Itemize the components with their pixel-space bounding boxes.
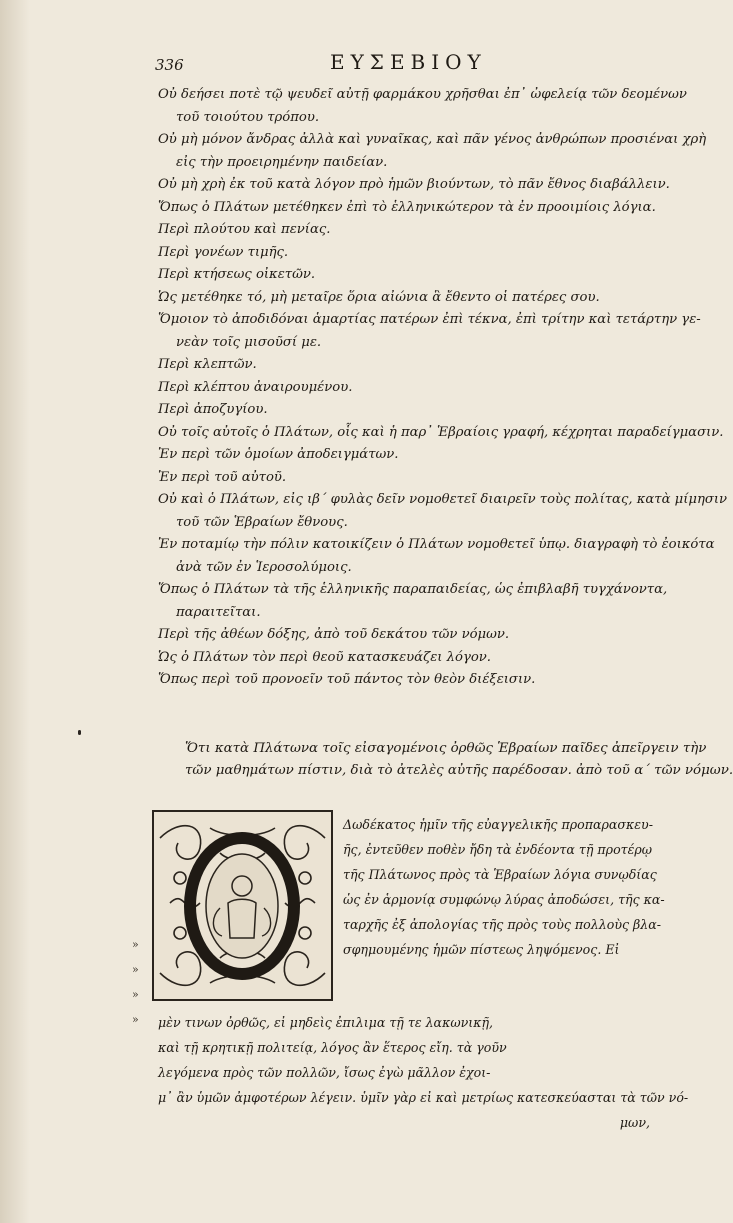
decorated-initial — [150, 808, 335, 1003]
toc-item: Οὐ μὴ μόνον ἄνδρας ἀλλὰ καὶ γυναῖκας, καὶ πᾶν γένος ἀνθρώπων προσιέναι χρὴ εἰς τὴν προειρημένην παιδείαν. — [158, 132, 707, 170]
ink-spot — [78, 730, 81, 735]
toc-item: Ὡς ὁ Πλάτων τὸν περὶ θεοῦ κατασκευάζει λόγον. — [158, 649, 491, 665]
toc-item: Περὶ κτήσεως οἰκετῶν. — [158, 267, 316, 282]
toc-item: Περὶ κλέπτου ἀναιρουμένου. — [158, 379, 353, 395]
toc-item: Οὐ μὴ χρὴ ἐκ τοῦ κατὰ λόγον πρὸ ἡμῶν βιούντων, τὸ πᾶν ἔθνος διαβάλλειν. — [158, 177, 670, 192]
toc-item: Ὅμοιον τὸ ἀποδιδόναι ἁμαρτίας πατέρων ἐπὶ τέκνα, ἐπὶ τρίτην καὶ τετάρτην γε- νεὰν τοῖς μισοῦσί με. — [158, 312, 701, 350]
toc-item: Περὶ ἀποζυγίου. — [158, 402, 268, 417]
ornament-initial-icon — [150, 808, 335, 1003]
margin-quote-marks: » » » » — [132, 938, 139, 1026]
toc-item: Ὅπως ὁ Πλάτων τὰ τῆς ἑλληνικῆς παραπαιδείας, ὡς ἐπιβλαβῆ τυγχάνοντα, παραιτεῖται. — [158, 582, 668, 620]
toc-item: Οὐ καὶ ὁ Πλάτων, εἰς ιβ´ φυλὰς δεῖν νομοθετεῖ διαιρεῖν τοὺς πολίτας, κατὰ μίμησιν τοῦ τῶν Ἑβραίων ἔθνους. — [158, 492, 728, 530]
body-text: μὲν τινων ὀρθῶς, εἰ μηδεὶς ἐπιλιμα τῇ τε λακωνικῇ, καὶ τῇ κρητικῇ πολιτείᾳ, λόγος ἂν ἕτερος εἴη. τὰ γοῦν λεγόμενα πρὸς τῶν πολλῶν, ἴσως ἐγὼ μᾶλλον ἐχοι- μ᾿ ἂν ὑμῶν ἀμφοτέρων λέγειν. ὑμῖν γὰρ εἰ καὶ μετρίως κατεσκεύασται τὰ τῶν νό- μων, — [158, 1015, 689, 1130]
toc-item: Περὶ γονέων τιμῆς. — [158, 244, 289, 260]
page-header — [155, 50, 660, 80]
body-text-beside-initial: Δωδέκατος ἡμῖν τῆς εὐαγγελικῆς προπαρασκευ- ῆς, ἐντεῦθεν ποθὲν ἤδη τὰ ἐνδέοντα τῇ προτέρῳ τῆς Πλάτωνος πρὸς τὰ Ἑβραίων λόγια συνῳδίας ὡς ἐν ἁρμονίᾳ συμφώνῳ λύρας ἀποδώσει, τῆς κα- ταρχῆς ἐξ ἀπολογίας τῆς πρὸς τοὺς πολλοὺς βλα- σφημουμένης ἡμῶν πίστεως ληψόμενος. Εἰ — [343, 817, 665, 957]
page-gutter-shadow — [0, 0, 30, 1223]
toc-item: Περὶ κλεπτῶν. — [158, 357, 257, 372]
toc-item: Περὶ τῆς ἀθέων δόξης, ἀπὸ τοῦ δεκάτου τῶν νόμων. — [158, 627, 510, 642]
toc-item: Περὶ πλούτου καὶ πενίας. — [158, 222, 331, 237]
toc-item: Ὅπως περὶ τοῦ προνοεῖν τοῦ πάντος τὸν θεὸν διέξεισιν. — [158, 672, 536, 687]
chapter-list — [158, 84, 728, 692]
toc-item: Ἐν περὶ τοῦ αὐτοῦ. — [158, 469, 287, 485]
toc-item: Ὅπως ὁ Πλάτων μετέθηκεν ἐπὶ τὸ ἑλληνικώτερον τὰ ἐν προοιμίοις λόγια. — [158, 199, 656, 215]
chapter-heading: Ὅτι κατὰ Πλάτωνα τοῖς εἰσαγομένοις ὀρθῶς Ἑβραίων παῖδες ἀπεῖργειν τὴν τῶν μαθημάτων πίστιν, διὰ τὸ ἀτελὲς αὐτῆς παρέδοσαν. ἀπὸ τοῦ α´ τῶν νόμων. — [185, 741, 733, 778]
toc-item: Ἐν περὶ τῶν ὁμοίων ἀποδειγμάτων. — [158, 447, 399, 462]
running-head: ΕΥΣΕΒΙΟΥ — [330, 50, 487, 74]
toc-item: Ὡς μετέθηκε τό, μὴ μεταῖρε ὅρια αἰώνια ἃ ἔθεντο οἱ πατέρες σου. — [158, 289, 600, 305]
toc-item: Οὐ τοῖς αὐτοῖς ὁ Πλάτων, οἷς καὶ ἡ παρ᾿ Ἑβραίοις γραφή, κέχρηται παραδείγμασιν. — [158, 424, 724, 440]
toc-item: Ἐν ποταμίῳ τὴν πόλιν κατοικίζειν ὁ Πλάτων νομοθετεῖ ὑπῳ. διαγραφὴ τὸ ἐοικότα ἀνὰ τῶν ἐν Ἱεροσολύμοις. — [158, 537, 715, 575]
toc-item: Οὐ δεήσει ποτὲ τῷ ψευδεῖ αὐτῇ φαρμάκου χρῆσθαι ἐπ᾿ ὠφελείᾳ τῶν δεομένων τοῦ τοιούτου τρόπου. — [158, 87, 687, 125]
page-number: 336 — [155, 56, 184, 74]
